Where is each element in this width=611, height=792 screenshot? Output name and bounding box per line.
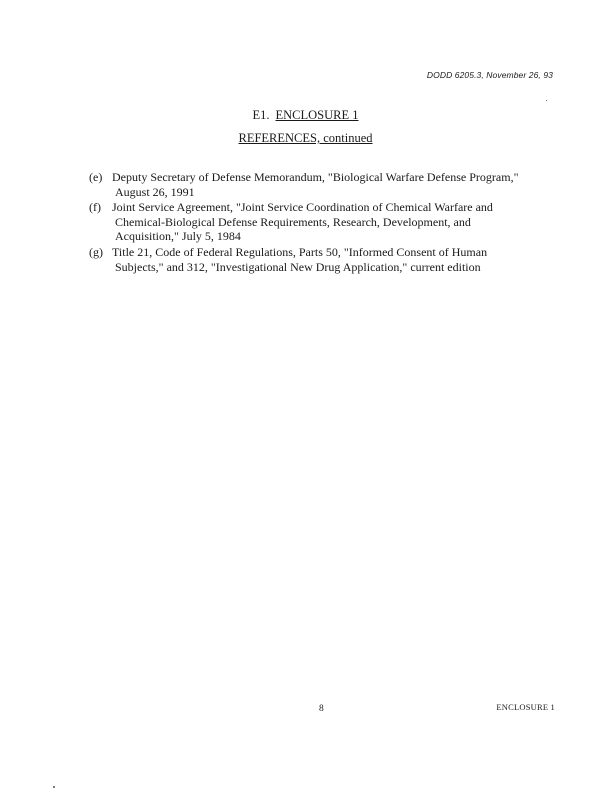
scan-speck bbox=[53, 786, 55, 788]
references-list bbox=[89, 170, 529, 275]
page-number: 8 bbox=[319, 704, 324, 714]
reference-letter: (e) bbox=[89, 170, 103, 184]
title-main: ENCLOSURE 1 bbox=[275, 108, 359, 122]
page-subtitle: REFERENCES, continued bbox=[238, 131, 373, 145]
reference-item bbox=[89, 170, 529, 199]
reference-item bbox=[89, 200, 529, 244]
footer-enclosure-label: ENCLOSURE 1 bbox=[496, 702, 555, 712]
reference-text: Joint Service Agreement, "Joint Service Coordination of Chemical Warfare and Chemical-Biological Defense Requirements, Research, Development, and Acquisition," July 5, 1984 bbox=[112, 200, 493, 244]
scan-speck bbox=[546, 100, 547, 101]
page-title bbox=[0, 108, 611, 123]
reference-item bbox=[89, 245, 529, 274]
reference-letter: (g) bbox=[89, 244, 103, 259]
reference-letter: (f) bbox=[89, 200, 101, 215]
reference-text: Deputy Secretary of Defense Memorandum, "Biological Warfare Defense Program," August 26, 1991 bbox=[112, 170, 519, 199]
title-prefix: E1. bbox=[252, 108, 270, 122]
reference-text: Title 21, Code of Federal Regulations, Parts 50, "Informed Consent of Human Subjects," and 312, "Investigational New Drug Application," current edition bbox=[112, 244, 488, 274]
document-reference-header: DODD 6205.3, November 26, 93 bbox=[426, 70, 553, 80]
